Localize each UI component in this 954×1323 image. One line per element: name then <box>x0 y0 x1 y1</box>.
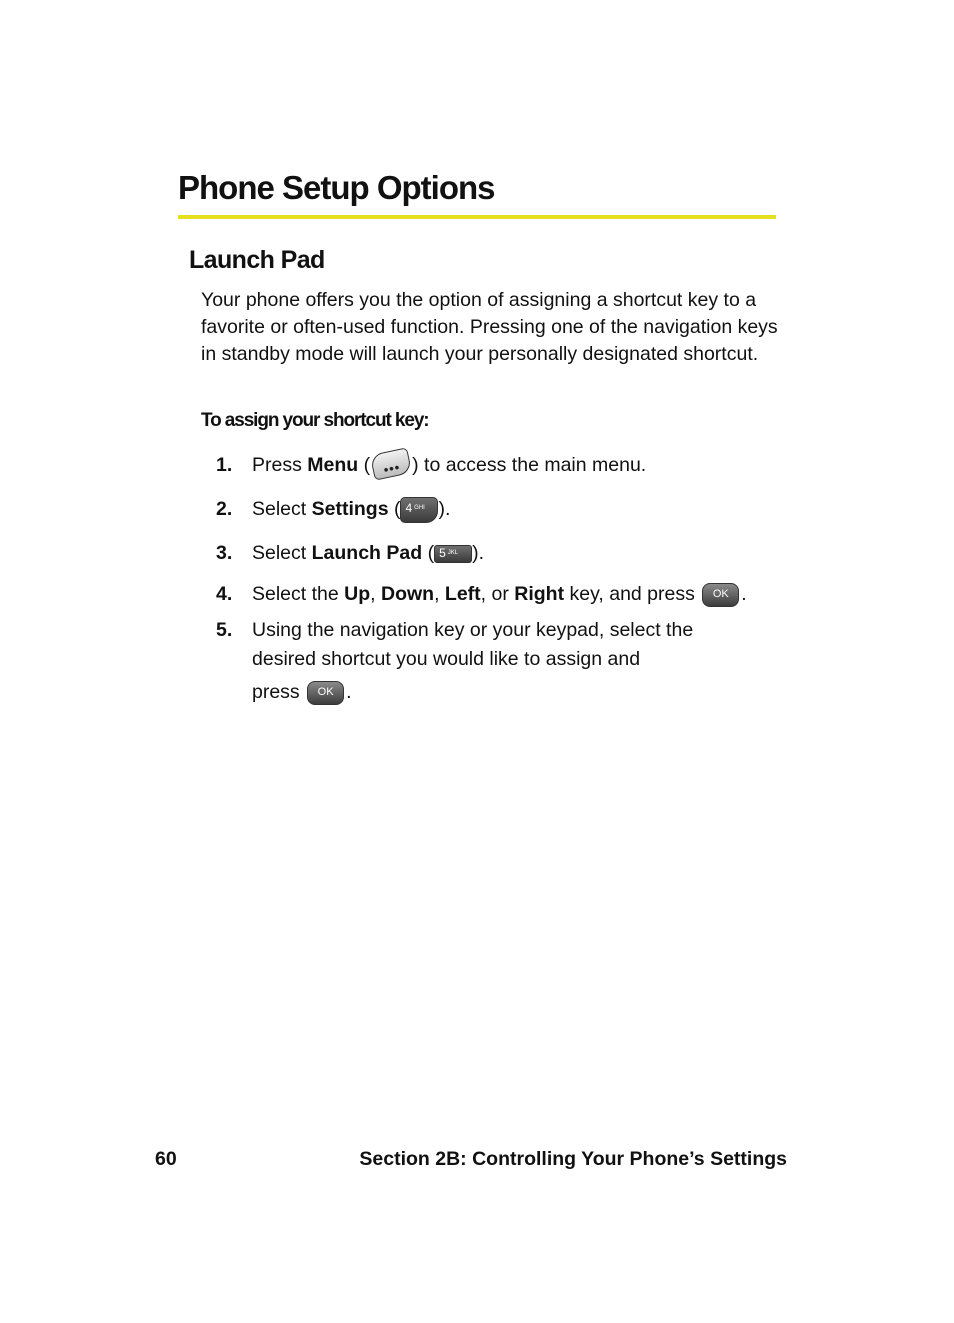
step-number: 5. <box>216 619 233 641</box>
key-4-ghi-icon: 4 GHI <box>400 497 438 523</box>
intro-paragraph: Your phone offers you the option of assigning a shortcut key to a favorite or often-used function. Pressing one of the navigation keys in standby mode will launch your personally designated shortcut. <box>201 289 778 365</box>
step-number: 1. <box>216 454 233 476</box>
page-number: 60 <box>155 1148 177 1170</box>
page-title: Phone Setup Options <box>178 169 495 206</box>
step-number: 2. <box>216 498 233 520</box>
section-heading: Launch Pad <box>189 246 325 274</box>
ok-key-icon: OK <box>307 681 344 705</box>
menu-label: Menu <box>307 454 359 476</box>
menu-key-icon: ••• <box>370 447 413 480</box>
step-text: Using the navigation key or your keypad, select the desired shortcut you would like to assign and press OK . <box>252 619 694 703</box>
step-number: 3. <box>216 542 233 564</box>
settings-label: Settings <box>311 498 389 520</box>
step-text: Select Launch Pad ( 5 JKL ). <box>252 542 484 564</box>
key-5-jkl-icon: 5 JKL <box>434 545 472 563</box>
step-text: Select Settings ( 4 GHI ). <box>252 495 772 524</box>
launch-pad-label: Launch Pad <box>311 542 423 564</box>
ok-key-icon: OK <box>702 583 739 607</box>
step-text: Select the Up, Down, Left, or Right key, and press OK . <box>252 583 747 605</box>
footer-section-title: Section 2B: Controlling Your Phone’s Settings <box>359 1148 787 1170</box>
procedure-subhead: To assign your shortcut key: <box>201 410 429 431</box>
step-number: 4. <box>216 583 233 605</box>
title-rule <box>178 215 776 219</box>
step-text: Press Menu ( ••• ) to access the main menu. <box>252 451 772 480</box>
